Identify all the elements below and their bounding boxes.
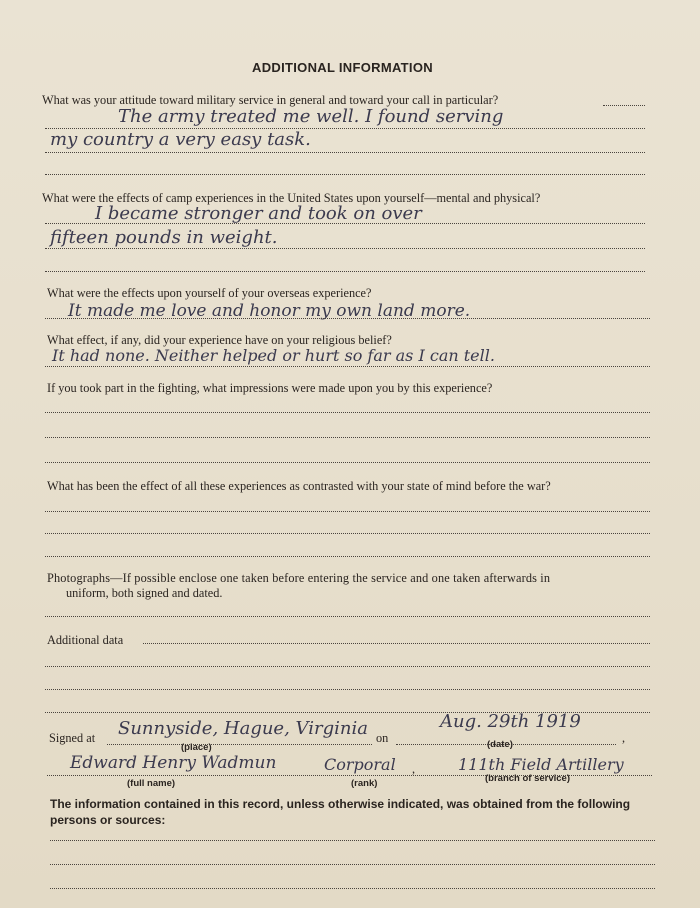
answer-line xyxy=(45,533,650,534)
sources-statement-line1: The information contained in this record, unless otherwise indicated, was obtained from the following xyxy=(50,797,631,811)
signed-at-label: Signed at xyxy=(49,731,96,745)
place-caption: (place) xyxy=(181,742,212,753)
question-state-of-mind: What has been the effect of all these experiences as contrasted with your state of mind before the war? xyxy=(47,479,551,493)
answer-camp-line2: fifteen pounds in weight. xyxy=(50,227,278,248)
branch-value: 111th Field Artillery xyxy=(458,755,624,774)
photographs-instruction-line2: uniform, both signed and dated. xyxy=(66,586,223,600)
question-camp-experience: What were the effects of camp experiences in the United States upon yourself—mental and physical? xyxy=(42,191,541,205)
page-title: ADDITIONAL INFORMATION xyxy=(252,60,433,75)
question-overseas-experience: What were the effects upon yourself of your overseas experience? xyxy=(47,286,372,300)
answer-line xyxy=(45,248,645,249)
place-line xyxy=(107,744,372,745)
answer-line xyxy=(45,511,650,512)
answer-line xyxy=(50,840,655,841)
answer-line xyxy=(45,462,650,463)
answer-line xyxy=(45,223,645,224)
answer-line xyxy=(45,318,650,319)
rank-caption: (rank) xyxy=(351,778,378,789)
answer-line xyxy=(45,666,650,667)
question-attitude: What was your attitude toward military service in general and toward your call in particular? xyxy=(42,93,499,107)
answer-line xyxy=(50,864,655,865)
answer-attitude-line1: The army treated me well. I found serving xyxy=(118,106,504,127)
answer-line xyxy=(45,271,645,272)
date-caption: (date) xyxy=(487,739,513,750)
fullname-caption: (full name) xyxy=(127,778,176,789)
answer-line xyxy=(45,152,645,153)
fullname-value: Edward Henry Wadmun xyxy=(70,753,277,773)
answer-line xyxy=(143,643,650,644)
answer-line xyxy=(50,888,655,889)
answer-line xyxy=(45,366,650,367)
answer-line xyxy=(45,437,650,438)
place-value: Sunnyside, Hague, Virginia xyxy=(118,718,368,739)
form-page: ADDITIONAL INFORMATION What was your attitude toward military service in general and toward your call in particular? The army treated me well. I found serving my country a very easy task. What were the effects of camp experiences in the United States upon yourself—mental and physical? I became stronger and took on over fifteen pounds in weight. What were the effects upon yourself of your overseas experience? It made me love and honor my own land more. What effect, if any, did your experience have on your religious belief? It had none. Neither helped or hurt so far as I can tell. If you took part in the fighting, what impressions were made upon you by this experience? What has been the effect of all these experiences as contrasted with your state of mind before the war? Photographs—If possible enclose one taken before entering the service and one taken afterwards in uniform, both signed and dated. Additional data Signed at Sunnyside, Hague, Virginia on Aug. 29th 1919 , (place) (date) Edward Henry Wadmun Corporal , 111th Field Artillery (full name) (rank) (branch of service) The information contained in this record, unless otherwise indicated, was obtained from the following persons or sources: xyxy=(0,0,700,908)
answer-attitude-line2: my country a very easy task. xyxy=(50,129,311,150)
on-label: on xyxy=(376,731,389,745)
answer-line xyxy=(45,174,645,175)
answer-overseas: It made me love and honor my own land more. xyxy=(68,301,471,321)
answer-religious: It had none. Neither helped or hurt so far as I can tell. xyxy=(52,346,495,365)
question-religious-belief: What effect, if any, did your experience have on your religious belief? xyxy=(47,333,392,347)
sources-statement-line2: persons or sources: xyxy=(50,813,166,827)
rank-value: Corporal xyxy=(324,755,396,774)
question-fighting: If you took part in the fighting, what impressions were made upon you by this experience? xyxy=(47,381,493,395)
answer-line xyxy=(45,616,650,617)
answer-camp-line1: I became stronger and took on over xyxy=(95,203,422,224)
answer-line xyxy=(603,105,645,106)
branch-caption: (branch of service) xyxy=(485,773,570,784)
additional-data-label: Additional data xyxy=(47,633,124,647)
answer-line xyxy=(45,556,650,557)
answer-line xyxy=(45,412,650,413)
date-value: Aug. 29th 1919 xyxy=(440,711,581,732)
photographs-instruction-line1: Photographs—If possible enclose one taken before entering the service and one taken afterwards in xyxy=(47,571,551,585)
answer-line xyxy=(45,689,650,690)
